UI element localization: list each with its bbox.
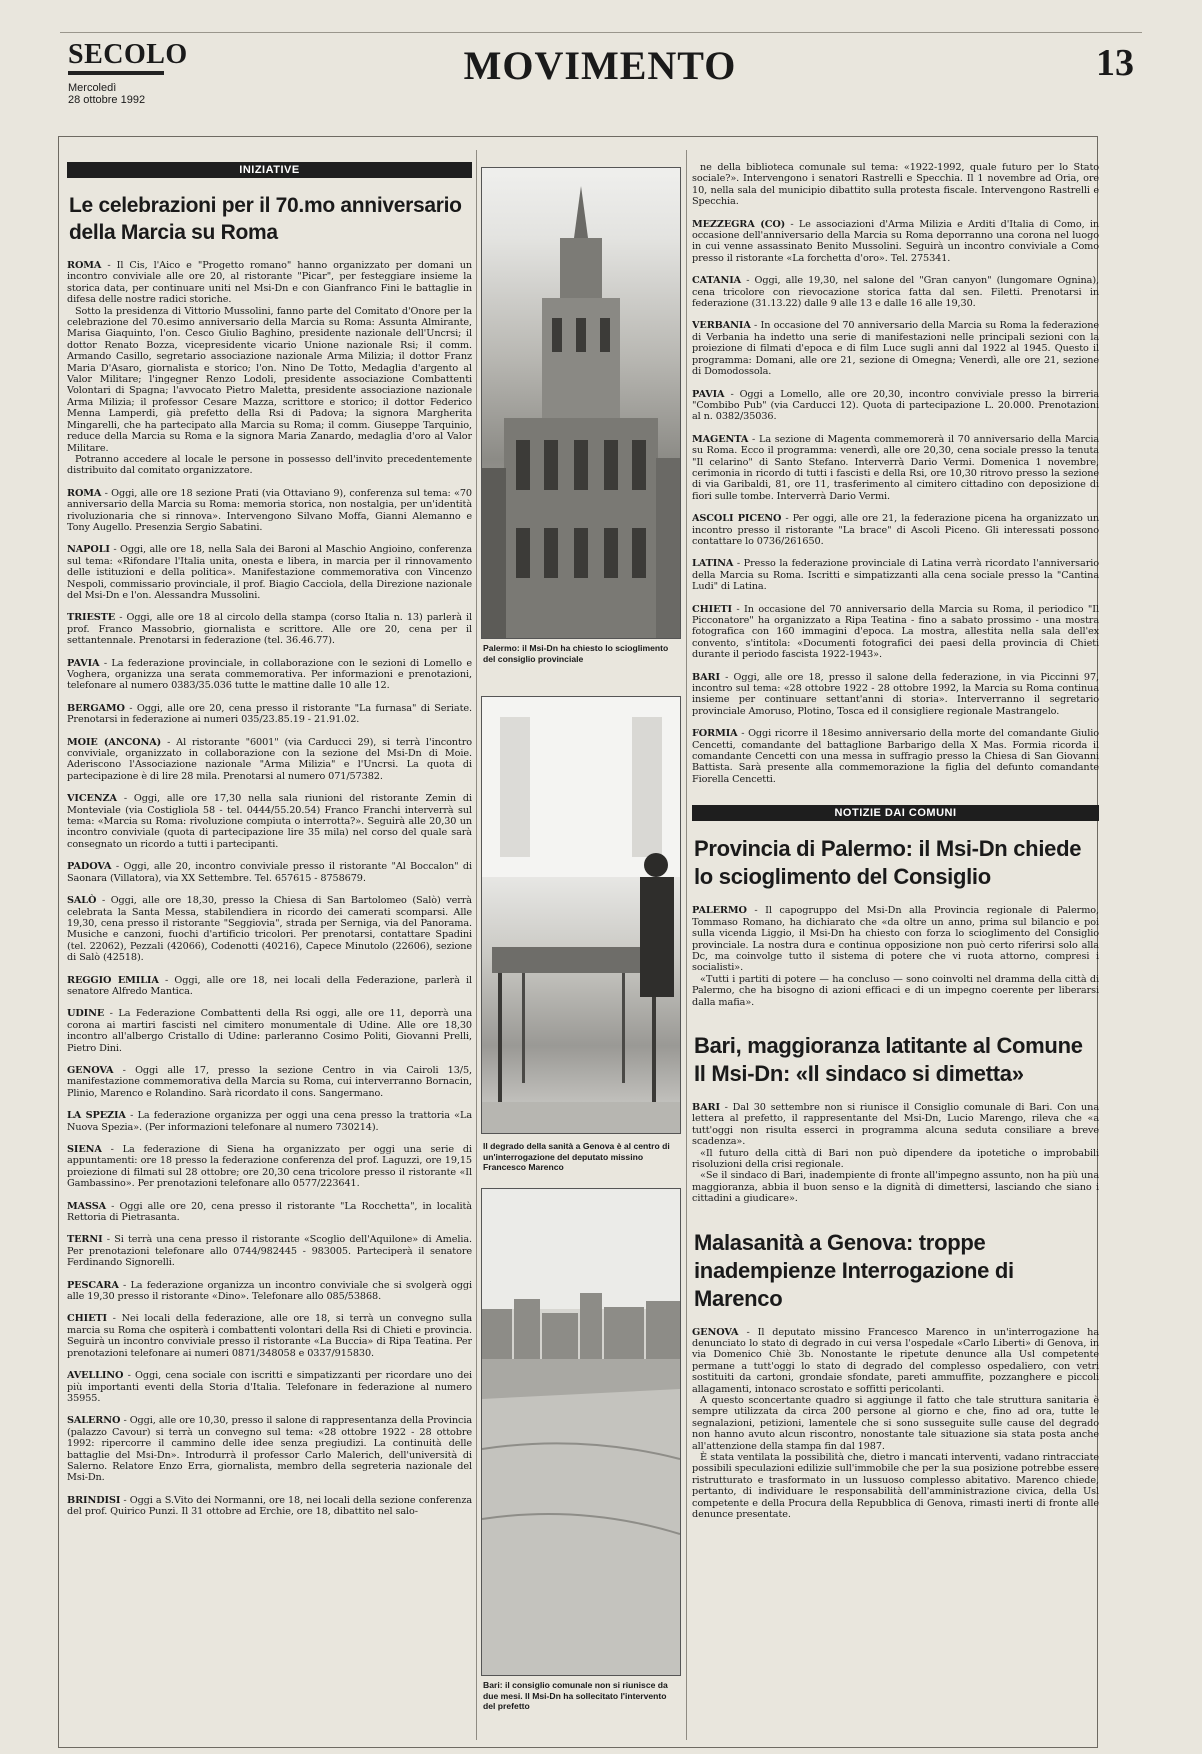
brief-place: TRIESTE [67,612,116,624]
brief-text: - Oggi, alle ore 20, cena presso il ristorante "La furnasa" di Seriate. Prenotarsi in federazione ai numeri 035/23.85.19 - 21.91.02. [67,702,472,726]
news-brief [67,1008,472,1054]
news-brief [67,975,472,998]
brief-text: - La federazione provinciale, in collaborazione con le sezioni di Lomello e Voghera, organizza una serata commemorativa. Per informazioni e prenotazioni, telefonare al numero 0383/35.036 tutte le mattine dalle 10 alle 12. [67,657,472,692]
brief-place: MOIE (ANCONA) [67,736,162,748]
brief-text: - La federazione organizza un incontro conviviale che si svolgerà oggi alle 19,30 presso il ristorante «Dino». Telefonare allo 085/53868. [67,1279,472,1303]
article-body [692,1102,1099,1205]
news-brief [67,1313,472,1359]
photo-hospital-ward [481,696,681,1134]
article-body [692,1327,1099,1521]
brief-place: VICENZA [67,793,117,805]
brief-place: LA SPEZIA [67,1110,126,1122]
news-brief [67,1280,472,1303]
news-brief [67,1370,472,1404]
dateline: BARI [692,1101,720,1113]
brief-text: - Oggi, alle ore 18 al circolo della stampa (corso Italia n. 13) parlerà il prof. Franco Massobrio, giornalista e scrittore. Alle ore 20, cena per il settantennale. Prenotarsi in federazione (tel. 36.46.77). [67,612,472,647]
article-text: È stata ventilata la possibilità che, dietro i mancati interventi, vadano rintracciate possibili speculazioni edilizie sull'immobile che per la sua posizione potrebbe essere ristrutturato e trasformato in un lussuoso complesso abitativo. Marenco chiede, pertanto, di individuare le responsabilità dell'amministrazione civica, della Usl competente e della Procura della Repubblica di Genova, rimasti inerti di fronte alle denunce presentate. [692,1452,1099,1521]
brief-text: - Oggi, alle ore 17,30 nella sala riunioni del ristorante Zemin di Monteviale (via Costigliola 58 - tel. 0444/55.20.54) Franco Franchi interverrà sul tema: «Marcia su Roma: rivoluzione compiuta o interrotta?». Seguirà alle 20,30 un incontro conviviale (quota di partecipazione lire 35 mila) nel corso del quale sarà consegnato un ricordo a tutti i partecipanti. [67,793,472,850]
brief-place: ROMA [67,487,102,499]
brief-text: ne della biblioteca comunale sul tema: «1922-1992, quale futuro per lo Stato sociale?». Intervengono i senatori Rastrelli e Specchia. Il 1 novembre ad Oria, ore 10, nella sala del municipio dibattito sulla protesta fiscale. Intervengono Rastrelli e Specchia. [692,162,1099,208]
news-brief [67,612,472,646]
brief-place: PADOVA [67,861,112,873]
photo-palermo-cathedral [481,167,681,639]
newspaper-logo [68,40,188,75]
article-text: - Il capogruppo del Msi-Dn alla Provincia regionale di Palermo, Tommaso Romano, ha dichiarato che «da oltre un anno, prima sul bilancio e poi sulla vicenda Liggio, il Msi-Dn ha chiesto con forza lo scioglimento del Consiglio provinciale. La nostra dura e continua opposizione non può certo riferirsi solo alla Dc, ma coinvolge tutto il sistema di potere che vi ruota attorno, compresi i socialisti». [692,905,1099,974]
news-brief [692,558,1099,592]
brief-list [692,162,1099,785]
brief-text: - Oggi, cena sociale con iscritti e simpatizzanti per ricordare uno dei più importanti eventi della Storia d'Italia. Telefonare in federazione al numero 35955. [67,1370,472,1404]
brief-place: NAPOLI [67,544,110,556]
brief-text: - Oggi a S.Vito dei Normanni, ore 18, nei locali della sezione conferenza del prof. Quirico Punzi. Il 31 ottobre ad Erchie, ore 18, dibattito nel salo- [67,1494,472,1518]
brief-text: - In occasione del 70 anniversario della Marcia su Roma la federazione di Verbania ha indetto una serie di manifestazioni nelle principali sezioni con la proiezione di filmati d'epoca e di film Luce sugli anni dal 1922 al 1945. Questo il programma: Domani, alle ore 21, sezione di Omegna; Venerdì, alle ore 21, sezione di Domodossola. [692,320,1099,378]
brief-text: - Oggi, alle ore 18, presso il salone della federazione, in via Piccinni 97, incontro sul tema: «28 ottobre 1922 - 28 ottobre 1992, la Marcia su Roma continua insieme per continuare settant'anni di storia». Interverranno il segretario provinciale Amoruso, Plotino, Tosca ed il consigliere regionale Mastrangelo. [692,671,1099,717]
brief-place: GENOVA [67,1064,114,1076]
news-brief [67,1234,472,1268]
article-text: - Dal 30 settembre non si riunisce il Consiglio comunale di Bari. Con una lettera al prefetto, il rappresentante del Msi-Dn, Lucio Marengo, rileva che «a tutt'oggi non risulta esserci in programma alcuna seduta consiliare a breve scadenza». [692,1101,1099,1148]
logo-text: SECOLO [68,39,188,70]
brief-text: - La federazione organizza per oggi una cena presso la trattoria «La Nuova Spezia». (Per informazioni telefonare al numero 730214). [67,1110,472,1133]
news-brief [67,737,472,783]
brief-place: FORMIA [692,728,738,740]
article-text: «Tutti i partiti di potere — ha concluso — sono coinvolti nel dramma della città di Palermo, che ha bisogno di azioni efficaci e di un impegno coerente per liberarsi dalla mafia». [692,973,1099,1008]
column-divider [476,150,477,1740]
news-brief [692,219,1099,265]
brief-place: SIENA [67,1144,102,1155]
brief-place: MEZZEGRA (CO) [692,218,786,230]
brief-place: PAVIA [692,388,725,400]
brief-text: - Oggi, alle ore 18,30, presso la Chiesa di San Bartolomeo (Salò) verrà celebrata la Santa Messa, stabilendiera in ricordo dei camerati scomparsi. Alle 19,30, cena presso il ristorante "Seggiovia", strada per Serniga, via del Panorama. Musiche e canzoni, fuochi d'artificio tricolori. Per prenotarsi, contattare Spadini (tel. 22062), Pezzali (42066), Codenotti (40216), Capece Minutolo (22606), sezione di Salò (42518). [67,895,472,964]
news-brief [67,1065,472,1099]
column-divider [686,150,687,1740]
news-brief [67,544,472,601]
news-brief [692,728,1099,785]
brief-place: PAVIA [67,657,100,669]
brief-place: REGGIO EMILIA [67,974,159,986]
brief-text: - Oggi, alle ore 18 sezione Prati (via Ottaviano 9), conferenza sul tema: «70 anniversario della Marcia su Roma: memoria storica, non nostalgia, per un'identità rivoluzionaria che si rinnova». Intervengono Silvano Moffa, Gianni Alemanno e Tony Augello. Presenzia Sergio Sabatini. [67,487,472,533]
brief-text: - Oggi alle 17, presso la sezione Centro in via Cairoli 13/5, manifestazione commemorativa della Marcia su Roma, cui interverranno Bornacin, Plinio, Marenco e Rolandino. Sarà ricordato il cons. Sangermano. [67,1064,472,1099]
brief-text: - Oggi, alle ore 10,30, presso il salone di rappresentanza della Provincia (palazzo Cavour) si terrà un convegno sul tema: «28 ottobre 1922 - 28 ottobre 1992: ripercorre il cammino delle idee senza pregiudizi. La continuità delle battaglie del Msi-Dn». Introdurrà il professor Carlo Malerich, dell'università di Salerno. Relatore Enzo Erra, giornalista, membro della segreteria nazionale del Msi-Dn. [67,1415,472,1484]
brief-text: - Presso la federazione provinciale di Latina verrà ricordato l'anniversario della Marcia su Roma. Iscritti e simpatizzanti alla cena sociale presso la "Cantina Ludi" di Latina. [692,558,1099,593]
brief-text: - Si terrà una cena presso il ristorante «Scoglio dell'Aquilone» di Amelia. Per prenotazioni telefonare allo 0744/982445 - 983005. Parteciperà il senatore Ferdinando Signorelli. [67,1234,472,1269]
brief-text: - La federazione di Siena ha organizzato per oggi una serie di appuntamenti: ore 18 presso la federazione conferenza del prof. Laguzzi, ore 19,15 proiezione di filmati sul 28 ottobre; ore 20,30 cena tricolore presso il ristorante «Il Gambassino». Per prenotazioni telefonare allo 0577/223641. [67,1144,472,1190]
column-right [692,162,1099,1744]
date-label: 28 ottobre 1992 [68,94,146,106]
brief-text: - Oggi, alle ore 18, nei locali della Federazione, parlerà il senatore Alfredo Mantica. [67,974,472,997]
brief-place: BERGAMO [67,702,125,714]
brief-place: BARI [692,671,720,683]
brief-text: - La Federazione Combattenti della Rsi oggi, alle ore 11, deporrà una corona ai martiri fascisti nel cimitero monumentale di Udine. Alle ore 18,30 incontro all'albergo Cristallo di Udine: parleranno Cosimo Politi, Giovanni Prelli, Pietro Dini. [67,1008,472,1054]
news-brief [692,672,1099,718]
logo-underline [68,71,164,75]
news-brief [67,703,472,726]
brief-place: CHIETI [692,603,732,615]
article-text: - Il deputato missino Francesco Marenco in un'interrogazione ha denunciato lo stato di degrado in cui versa l'ospedale «Carlo Liberti» di Genova, in via Domenico Chiè 3b. Nonostante le ripetute denunce alla Usl competente permane a tutt'oggi lo stato di degrado del complesso ospedaliero, con vetri sostituiti da cartoni, grondaie sfondate, pareti ammuffite, pozzanghere e piccoli allagamenti, intonaco scrostato e soffitti pericolanti. [692,1326,1099,1395]
news-brief [67,454,472,477]
brief-text: - Nei locali della federazione, alle ore 18, si terrà un convegno sulla marcia su Roma che ospiterà i combattenti volontari della Rsi di Chieti e provincia. Seguirà un incontro conviviale presso il ristorante «La Buccia» di Ripa Teatina. Per prenotazioni telefonare ai numeri 0871/348058 e 0337/915830. [67,1313,472,1359]
news-brief [692,604,1099,661]
news-brief [67,488,472,534]
brief-text: - Oggi a Lomello, alle ore 20,30, incontro conviviale presso la birreria "Combibo Pub" (via Carducci 12). Quota di partecipazione L. 20.000. Prenotazioni al n. 0382/35036. [692,388,1099,423]
brief-place: SALÒ [67,895,97,907]
brief-text: - Le associazioni d'Arma Milizia e Arditi d'Italia di Como, in occasione dell'anniversario della Marcia su Roma deporranno una corona nel luogo in cui venne assassinato Benito Mussolini. Seguirà un incontro conviviale a Como presso il ristorante «La forchetta d'oro». Tel. 275341. [692,218,1099,264]
news-brief [67,1201,472,1224]
brief-text: - Oggi, alle 20, incontro conviviale presso il ristorante "Al Boccalon" di Saonara (Villatora), via XX Settembre. Tel. 657615 - 8758679. [67,861,472,884]
headline: Bari, maggioranza latitante al Comune Il Msi-Dn: «Il sindaco si dimetta» [694,1032,1083,1086]
news-brief [692,513,1099,547]
article-text: A questo sconcertante quadro si aggiunge il fatto che tale struttura sanitaria è sempre utilizzata da circa 200 persone al giorno e che, fino ad ora, tutte le segnalazioni, petizioni, lamentele che si sono susseguite sulle cause del degrado non hanno avuto alcun riscontro, nonostante tale situazione sia stata posta anche all'attenzione della stampa fin dal 1987. [692,1395,1099,1452]
brief-text: - Al ristorante "6001" (via Carducci 29), si terrà l'incontro conviviale, organizzato in collaborazione con la sezione del Msi-Dn di Moie. Aderiscono l'Associazione nazionale "Arma Milizia" e l'Uncrsi. La quota di partecipazione è di lire 28 mila. Prenotarsi al numero 071/57382. [67,736,472,782]
news-brief [67,306,472,454]
article-text: «Il futuro della città di Bari non può dipendere da ipotetiche o improbabili risoluzioni della crisi regionale. [692,1147,1099,1170]
news-brief [67,793,472,850]
brief-list [67,260,472,1518]
brief-text: Sotto la presidenza di Vittorio Mussolini, fanno parte del Comitato d'Onore per la celebrazione del 70.esimo anniversario della Marcia su Roma: Assunta Almirante, Marisa Giaquinto, l'on. Cesco Giulio Baghino, presidente nazionale dell'Uncrsi; il dottor Renato Bozza, vicepresidente vicario Unione nazionale Rsi; il comm. Armando Casillo, segretario associazione nazionale Arma Milizia; il dottor Franz Maria D'Asaro, giornalista e storico; l'on. Nino De Totto, Medaglia d'argento al Valor Militare; l'ingegner Renzo Lodoli, presidente associazione Combattenti Volontari di Spagna; l'avvocato Pietro Maletta, presidente associazione nazionale Arma Milizia; il professor Cesare Mazza, scrittore e storico; il dottor Federico Menna Lamperdi, già prefetto della Rsi di Padova; la signora Margherita Mingarelli, che ha partecipato alla Marcia su Roma; il comm. Giuseppe Tarquinio, reduce della Marcia su Roma e la signora Maria Zanardo, medaglia d'oro al Valor Militare. [67,305,472,454]
headline: Provincia di Palermo: il Msi-Dn chiede lo scioglimento del Consiglio [694,836,1082,890]
dateline: PALERMO [692,905,747,917]
brief-place: BRINDISI [67,1494,121,1506]
news-brief [692,320,1099,377]
news-brief [67,658,472,692]
brief-text: - La sezione di Magenta commemorerà il 70 anniversario della Marcia su Roma. Ecco il programma: venerdì, alle ore 20,30, cena sociale presso la tenuta "Il celarino" di Santo Stefano. Interverrà Dario Vermi. Domenica 1 novembre, cerimonia in ricordo di tutti i fascisti e della Rsi, ore 10,30 ritrovo presso la sezione di via Garibaldi, 81, ore 11, trasferimento al cimitero cittadino con deposizione di fiori sulle tombe. Interverrà Dario Vermi. [692,433,1099,502]
brief-place: MAGENTA [692,433,749,445]
brief-place: LATINA [692,558,734,570]
photo-caption: Palermo: il Msi-Dn ha chiesto lo scioglimento del consiglio provinciale [483,643,669,664]
brief-text: - Oggi, alle 19,30, nel salone del "Gran canyon" (lungomare Ognina), cena tricolore con rievocazione storica fatta dal sen. Filetti. Prenotarsi in federazione (31.13.22) dalle 9 alle 13 e dalle 16 alle 19,30. [692,275,1099,310]
brief-place: VERBANIA [692,320,751,332]
masthead-date [68,82,145,106]
page-number: 13 [1096,42,1134,84]
article-text: «Se il sindaco di Bari, inadempiente di fronte all'impegno assunto, non ha più una maggioranza, abbia il buon senso e la dignità di dimettersi, lasciando che siano i cittadini a giudicare». [692,1170,1099,1205]
section-kicker: NOTIZIE DAI COMUNI [692,805,1099,821]
brief-place: ROMA [67,260,102,271]
photo-caption: Il degrado della sanità a Genova è al centro di un'interrogazione del deputato missino Francesco Marenco [483,1141,670,1172]
brief-place: UDINE [67,1008,105,1020]
news-brief [67,895,472,963]
news-brief [692,275,1099,309]
brief-text: - Oggi alle ore 20, cena presso il ristorante "La Rocchetta", in località Rettoria di Pietrasanta. [67,1200,472,1224]
dateline: GENOVA [692,1326,739,1338]
brief-place: SALERNO [67,1415,121,1427]
news-brief [67,861,472,884]
news-brief [67,1144,472,1190]
brief-text: - Il Cis, l'Aico e "Progetto romano" hanno organizzato per domani un incontro conviviale alle ore 20, al ristorante "Picar", per festeggiare insieme la storica data, per continuare uniti nel Msi-Dn e con Gianfranco Fini le battaglie in difesa delle nostre radici storiche. [67,260,472,306]
top-rule [60,32,1142,33]
brief-text: - Per oggi, alle ore 21, la federazione picena ha organizzato un incontro presso il ristorante "La brace" di Ascoli Piceno. Gli interessati possono contattare lo 0736/261650. [692,513,1099,547]
brief-text: - Oggi ricorre il 18esimo anniversario della morte del comandante Giulio Cencetti, comandante del battaglione Barbarigo della X Mas. Formia ricorda il comandante Cencetti con una messa in suffragio presso la Chiesa di San Giovanni Battista. Sarà presente alla commemorazione la figlia del defunto comandante Fiorella Cencetti. [692,728,1099,785]
article-body [692,905,1099,1008]
photo-caption: Bari: il consiglio comunale non si riunisce da due mesi. Il Msi-Dn ha sollecitato l'intervento del prefetto [483,1680,668,1711]
news-brief [692,434,1099,502]
brief-text: - In occasione del 70 anniversario della Marcia su Roma, il periodico "Il Picconatore" ha organizzato a Ripa Teatina - fino a sabato prossimo - una mostra fotografica con 160 immagini d'epoca. La mostra, allestita nella sala dell'ex convento, s'intitola: «Documenti fotografici dei paesi della provincia di Chieti durante il periodo fascista 1922-1943». [692,603,1099,661]
brief-place: ASCOLI PICENO [692,513,782,525]
day-label: Mercoledì [68,82,117,94]
brief-place: CHIETI [67,1313,107,1325]
news-brief [67,1110,472,1133]
brief-text: Potranno accedere al locale le persone in possesso dell'invito precedentemente distribuito dal comitato organizzatore. [67,453,472,477]
brief-place: AVELLINO [67,1370,124,1382]
brief-place: MASSA [67,1200,107,1212]
brief-place: CATANIA [692,275,742,287]
column-iniziative [67,162,472,1744]
section-title: MOVIMENTO [463,43,737,88]
headline: Malasanità a Genova: troppe inadempienze Interrogazione di Marenco [694,1229,1014,1311]
section-kicker: INIZIATIVE [67,162,472,178]
headline: Le celebrazioni per il 70.mo anniversario della Marcia su Roma [69,194,462,244]
brief-place: TERNI [67,1234,103,1246]
news-brief [692,389,1099,423]
news-brief [67,260,472,306]
brief-text: - Oggi, alle ore 18, nella Sala dei Baroni al Maschio Angioino, conferenza sul tema: «Rifondare l'Italia unita, onesta e libera, in marcia per il rinnovamento delle istituzioni e della politica». Manifestazione commemorativa con Vincenzo Nespoli, commissario provinciale, il prof. Biagio Cacciola, della Direzione nazionale del Msi-Dn e l'on. Alessandra Mussolini. [67,544,472,601]
news-brief [67,1495,472,1518]
news-brief [692,162,1099,208]
news-brief [67,1415,472,1483]
brief-place: PESCARA [67,1279,119,1291]
photo-bari-seafront [481,1188,681,1676]
